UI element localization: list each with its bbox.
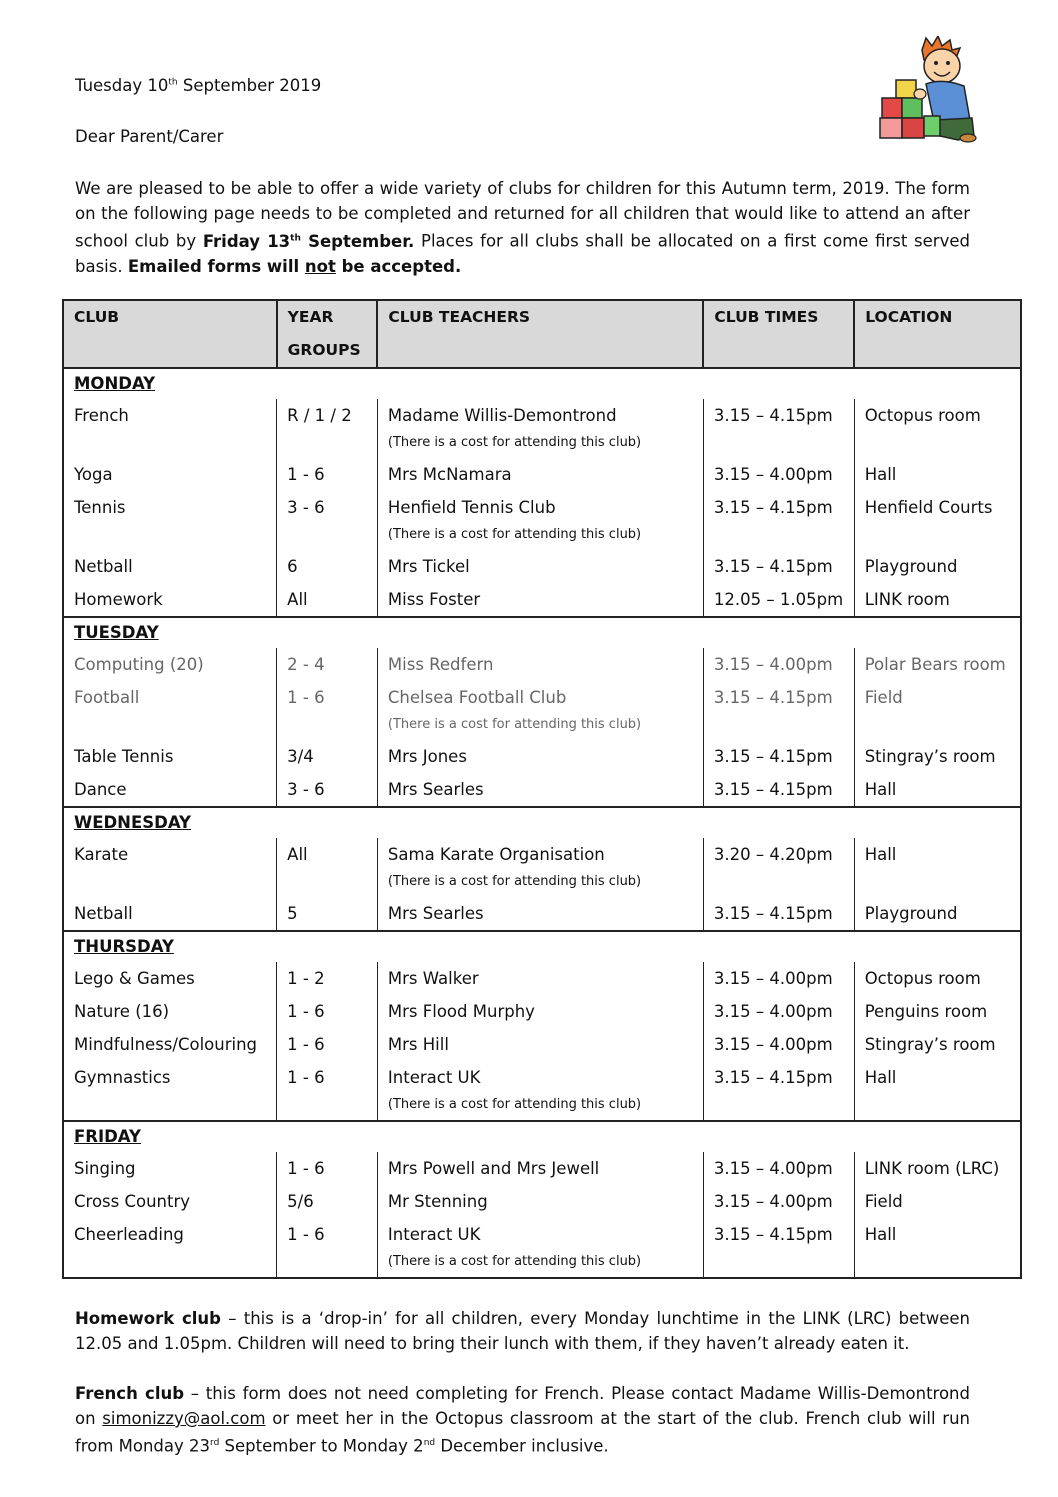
day-heading-row: [63, 931, 1021, 962]
year-groups: R / 1 / 2: [277, 399, 378, 432]
intro-paragraph: We are pleased to be able to offer a wide variety of clubs for children for this Autumn term, 2019. The form on the following page needs to be completed and returned for all children that would like to attend an after school club by Friday 13th September. Places for all clubs shall be allocated on a first come first served basis. Emailed forms will not be accepted.: [75, 179, 970, 276]
club-location: Hall: [854, 1218, 1021, 1251]
table-row: [63, 648, 1021, 681]
empty-cell: [703, 871, 854, 897]
empty-cell: [703, 432, 854, 458]
club-teacher: Interact UK: [377, 1061, 703, 1094]
club-time: 3.15 – 4.15pm: [703, 1061, 854, 1094]
table-header-row: [63, 300, 1021, 368]
cost-note: (There is a cost for attending this club): [377, 432, 703, 458]
empty-cell: [277, 432, 378, 458]
header-location: LOCATION: [854, 300, 1021, 368]
club-location: Stingray’s room: [854, 1028, 1021, 1061]
table-row: [63, 583, 1021, 617]
club-location: LINK room (LRC): [854, 1152, 1021, 1185]
year-groups: 1 - 6: [277, 1218, 378, 1251]
club-teacher: Mr Stenning: [377, 1185, 703, 1218]
empty-cell: [63, 1251, 277, 1278]
club-teacher: Mrs Tickel: [377, 550, 703, 583]
club-name: Cross Country: [63, 1185, 277, 1218]
empty-cell: [854, 1251, 1021, 1278]
empty-cell: [703, 714, 854, 740]
club-name: Table Tennis: [63, 740, 277, 773]
club-location: Hall: [854, 773, 1021, 807]
table-row: [63, 1218, 1021, 1251]
year-groups: 1 - 6: [277, 458, 378, 491]
table-row: [63, 1185, 1021, 1218]
empty-cell: [277, 714, 378, 740]
club-teacher: Chelsea Football Club: [377, 681, 703, 714]
child-with-blocks-icon: [874, 36, 978, 144]
cost-note-row: [63, 1094, 1021, 1121]
club-time: 3.15 – 4.00pm: [703, 648, 854, 681]
table-row: [63, 1061, 1021, 1094]
cost-note-row: [63, 714, 1021, 740]
club-name: French: [63, 399, 277, 432]
empty-cell: [854, 1094, 1021, 1121]
table-row: [63, 962, 1021, 995]
table-row: [63, 550, 1021, 583]
cost-note-row: [63, 524, 1021, 550]
year-groups: 5: [277, 897, 378, 931]
day-heading: FRIDAY: [63, 1121, 1021, 1152]
club-teacher: Miss Redfern: [377, 648, 703, 681]
homework-club-paragraph: Homework club – this is a ‘drop-in’ for all children, every Monday lunchtime in the LINK (LRC) between 12.05 and 1.05pm. Children will need to bring their lunch with them, if they haven’t already eaten it.: [75, 1309, 970, 1353]
table-row: [63, 458, 1021, 491]
club-name: Netball: [63, 897, 277, 931]
year-groups: All: [277, 583, 378, 617]
year-groups: 1 - 6: [277, 1152, 378, 1185]
club-teacher: Henfield Tennis Club: [377, 491, 703, 524]
club-name: Karate: [63, 838, 277, 871]
club-teacher: Interact UK: [377, 1218, 703, 1251]
table-row: [63, 399, 1021, 432]
club-teacher: Mrs Flood Murphy: [377, 995, 703, 1028]
day-heading-row: [63, 368, 1021, 399]
day-heading: MONDAY: [63, 368, 1021, 399]
club-location: Henfield Courts: [854, 491, 1021, 524]
empty-cell: [277, 1251, 378, 1278]
club-time: 3.15 – 4.00pm: [703, 962, 854, 995]
empty-cell: [703, 524, 854, 550]
club-location: Penguins room: [854, 995, 1021, 1028]
header-club: CLUB: [63, 300, 277, 368]
day-heading: THURSDAY: [63, 931, 1021, 962]
year-groups: 3 - 6: [277, 491, 378, 524]
table-row: [63, 491, 1021, 524]
day-heading-row: [63, 1121, 1021, 1152]
club-time: 3.15 – 4.15pm: [703, 740, 854, 773]
table-row: [63, 773, 1021, 807]
club-location: Field: [854, 1185, 1021, 1218]
club-teacher: Mrs Jones: [377, 740, 703, 773]
email-link[interactable]: simonizzy@aol.com: [102, 1409, 266, 1428]
club-location: Hall: [854, 458, 1021, 491]
year-groups: 1 - 6: [277, 1061, 378, 1094]
club-time: 3.15 – 4.00pm: [703, 995, 854, 1028]
year-groups: 2 - 4: [277, 648, 378, 681]
table-row: [63, 681, 1021, 714]
salutation: Dear Parent/Carer: [75, 127, 224, 146]
cost-note: (There is a cost for attending this club): [377, 524, 703, 550]
club-teacher: Mrs Powell and Mrs Jewell: [377, 1152, 703, 1185]
club-location: Playground: [854, 897, 1021, 931]
cost-note: (There is a cost for attending this club): [377, 714, 703, 740]
cost-note-row: [63, 1251, 1021, 1278]
club-name: Computing (20): [63, 648, 277, 681]
year-groups: 3 - 6: [277, 773, 378, 807]
empty-cell: [854, 714, 1021, 740]
letter-date: Tuesday 10th September 2019: [75, 76, 322, 95]
club-teacher: Mrs Walker: [377, 962, 703, 995]
empty-cell: [854, 871, 1021, 897]
club-location: Playground: [854, 550, 1021, 583]
year-groups: 5/6: [277, 1185, 378, 1218]
table-row: [63, 1028, 1021, 1061]
club-time: 3.15 – 4.15pm: [703, 897, 854, 931]
day-heading-row: [63, 617, 1021, 648]
club-name: Homework: [63, 583, 277, 617]
french-club-paragraph: French club – this form does not need completing for French. Please contact Madame Willis-Demontrond on simonizzy@aol.com or meet her in the Octopus classroom at the start of the club. French club will run from Monday 23rd September to Monday 2nd December inclusive.: [75, 1384, 970, 1456]
clubs-table: [62, 299, 1022, 1279]
empty-cell: [63, 714, 277, 740]
club-name: Yoga: [63, 458, 277, 491]
cost-note: (There is a cost for attending this club): [377, 1094, 703, 1121]
club-name: Mindfulness/Colouring: [63, 1028, 277, 1061]
club-teacher: Mrs Searles: [377, 897, 703, 931]
club-name: Tennis: [63, 491, 277, 524]
club-name: Lego & Games: [63, 962, 277, 995]
club-time: 12.05 – 1.05pm: [703, 583, 854, 617]
club-teacher: Miss Foster: [377, 583, 703, 617]
day-heading: TUESDAY: [63, 617, 1021, 648]
empty-cell: [63, 432, 277, 458]
empty-cell: [63, 871, 277, 897]
club-time: 3.15 – 4.00pm: [703, 1152, 854, 1185]
empty-cell: [277, 524, 378, 550]
club-location: Polar Bears room: [854, 648, 1021, 681]
club-teacher: Mrs Hill: [377, 1028, 703, 1061]
empty-cell: [703, 1251, 854, 1278]
club-location: Octopus room: [854, 399, 1021, 432]
club-time: 3.15 – 4.15pm: [703, 681, 854, 714]
club-time: 3.15 – 4.00pm: [703, 1028, 854, 1061]
club-name: Dance: [63, 773, 277, 807]
year-groups: 3/4: [277, 740, 378, 773]
cost-note-row: [63, 432, 1021, 458]
club-time: 3.20 – 4.20pm: [703, 838, 854, 871]
club-location: Hall: [854, 1061, 1021, 1094]
club-teacher: Mrs Searles: [377, 773, 703, 807]
club-name: Netball: [63, 550, 277, 583]
club-time: 3.15 – 4.00pm: [703, 1185, 854, 1218]
club-time: 3.15 – 4.15pm: [703, 1218, 854, 1251]
club-teacher: Sama Karate Organisation: [377, 838, 703, 871]
club-name: Football: [63, 681, 277, 714]
empty-cell: [854, 432, 1021, 458]
year-groups: 1 - 2: [277, 962, 378, 995]
table-row: [63, 838, 1021, 871]
table-row: [63, 1152, 1021, 1185]
club-time: 3.15 – 4.15pm: [703, 550, 854, 583]
table-row: [63, 740, 1021, 773]
year-groups: 1 - 6: [277, 681, 378, 714]
empty-cell: [63, 524, 277, 550]
header-club-times: CLUB TIMES: [703, 300, 854, 368]
club-time: 3.15 – 4.15pm: [703, 399, 854, 432]
club-location: Hall: [854, 838, 1021, 871]
club-teacher: Madame Willis-Demontrond: [377, 399, 703, 432]
club-location: Stingray’s room: [854, 740, 1021, 773]
club-time: 3.15 – 4.15pm: [703, 491, 854, 524]
year-groups: All: [277, 838, 378, 871]
empty-cell: [277, 1094, 378, 1121]
club-teacher: Mrs McNamara: [377, 458, 703, 491]
club-location: Field: [854, 681, 1021, 714]
table-row: [63, 897, 1021, 931]
cost-note: (There is a cost for attending this club): [377, 1251, 703, 1278]
empty-cell: [703, 1094, 854, 1121]
year-groups: 6: [277, 550, 378, 583]
club-location: Octopus room: [854, 962, 1021, 995]
club-name: Gymnastics: [63, 1061, 277, 1094]
club-name: Singing: [63, 1152, 277, 1185]
year-groups: 1 - 6: [277, 995, 378, 1028]
club-location: LINK room: [854, 583, 1021, 617]
year-groups: 1 - 6: [277, 1028, 378, 1061]
empty-cell: [854, 524, 1021, 550]
club-name: Cheerleading: [63, 1218, 277, 1251]
club-time: 3.15 – 4.00pm: [703, 458, 854, 491]
empty-cell: [277, 871, 378, 897]
day-heading-row: [63, 807, 1021, 838]
cost-note-row: [63, 871, 1021, 897]
empty-cell: [63, 1094, 277, 1121]
day-heading: WEDNESDAY: [63, 807, 1021, 838]
table-row: [63, 995, 1021, 1028]
header-club-teachers: CLUB TEACHERS: [377, 300, 703, 368]
club-name: Nature (16): [63, 995, 277, 1028]
club-time: 3.15 – 4.15pm: [703, 773, 854, 807]
header-year-groups: YEAR GROUPS: [277, 300, 378, 368]
cost-note: (There is a cost for attending this club): [377, 871, 703, 897]
